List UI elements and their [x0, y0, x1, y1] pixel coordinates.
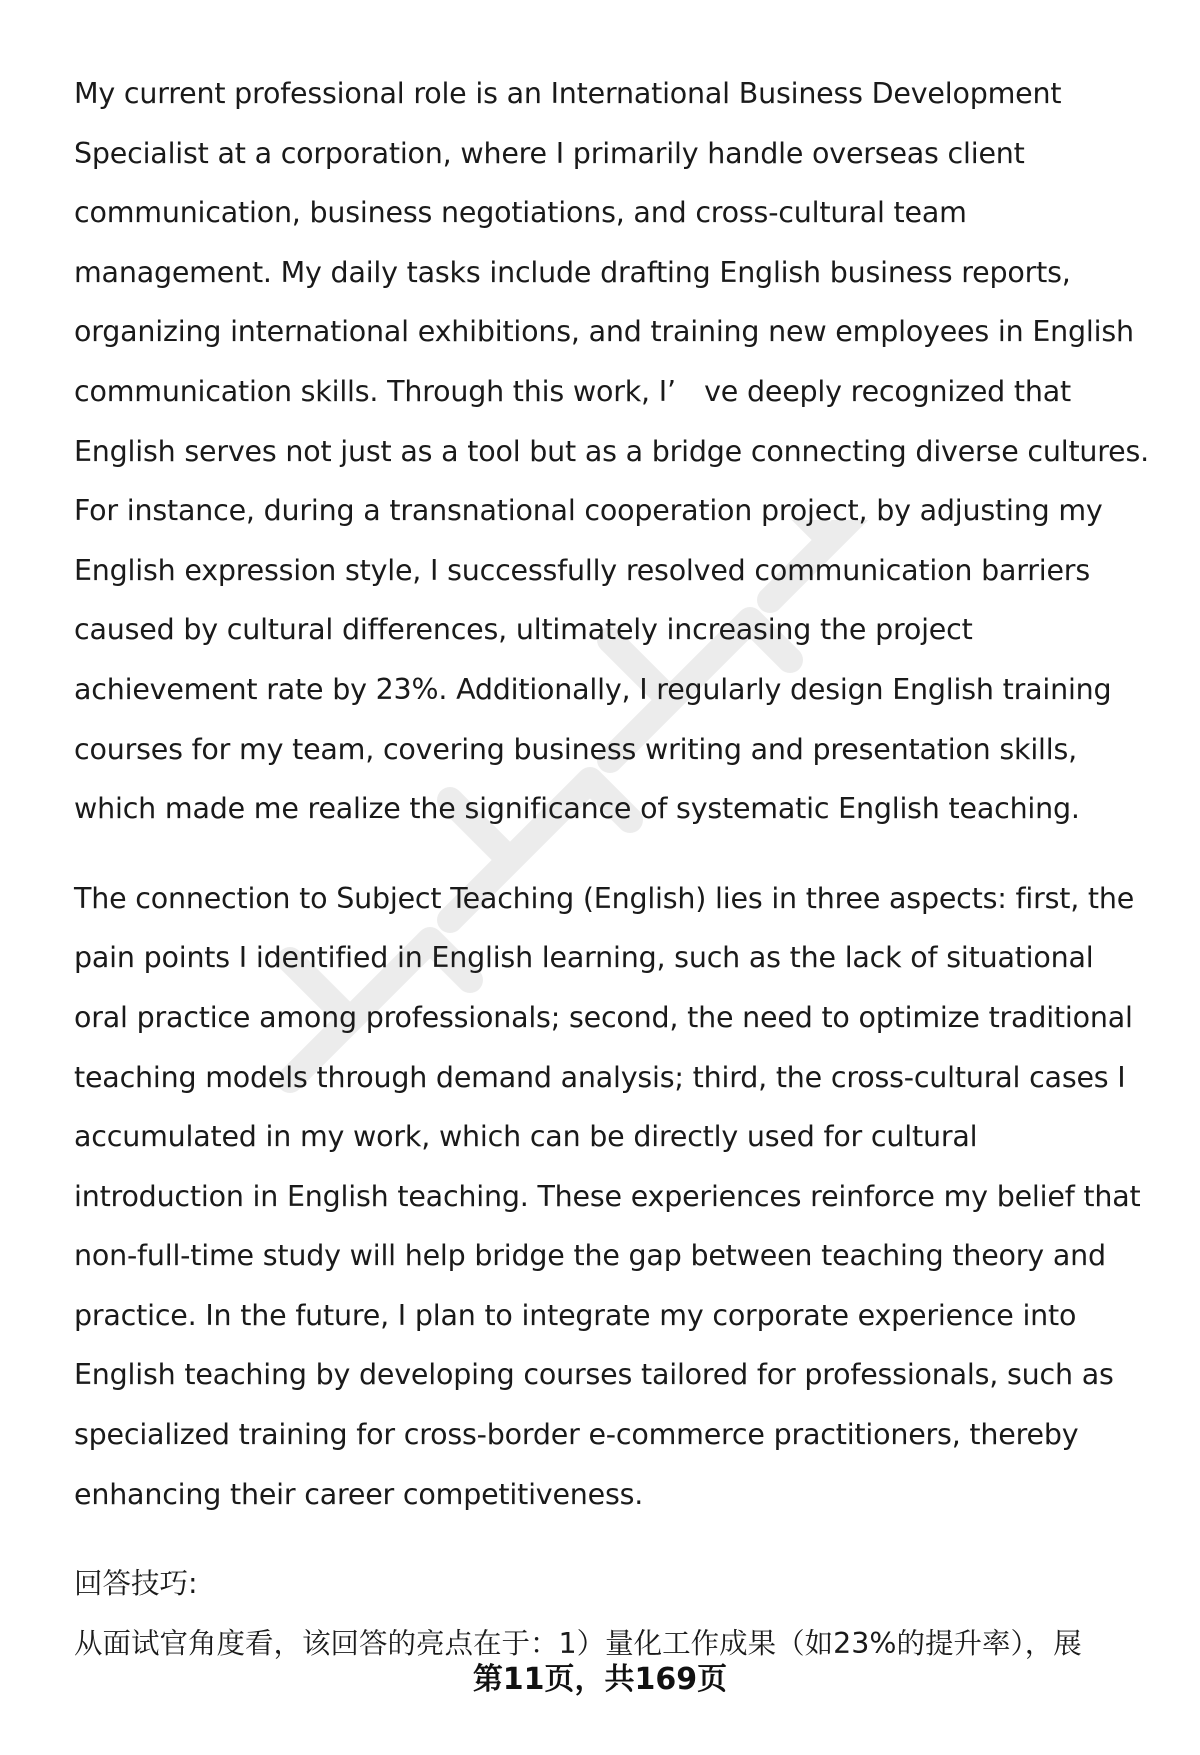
body-paragraph-2: The connection to Subject Teaching (English) lies in three aspects: first, the pain points I identified in English learning, such as the lack of situational oral practice among professionals; second, the need to optimize traditional teaching models through demand analysis; third, the cross-cultural cases I accumulated in my work, which can be directly used for cultural introduction in English teaching. These experiences reinforce my belief that non-full-time study will help bridge the gap between teaching theory and practice. In the future, I plan to integrate my corporate experience into English teaching by developing courses tailored for professionals, such as specialized training for cross-border e-commerce practitioners, thereby enhancing their career competitiveness. [74, 881, 1141, 1511]
body-paragraph-1: My current professional role is an International Business Development Specialist at a corporation, where I primarily handle overseas client communication, business negotiations, and cross-cultural team management. My daily tasks include drafting English business reports, organizing international exhibitions, and training new employees in English communication skills. Through this work, I’ ve deeply recognized that English serves not just as a tool but as a bridge connecting diverse cultures. For instance, during a transnational cooperation project, by adjusting my English expression style, I successfully resolved communication barriers caused by cultural differences, ultimately increasing the project achievement rate by 23%. Additionally, I regularly design English training courses for my team, covering business writing and presentation skills, which made me realize the significance of systematic English teaching. [74, 77, 1150, 826]
document-body [74, 64, 1154, 1673]
tips-heading: 回答技巧: [74, 1567, 198, 1601]
tips-text: 从面试官角度看，该回答的亮点在于：1）量化工作成果（如23%的提升率），展 [74, 1626, 1082, 1660]
page-number-footer: 第11页，共169页 [472, 1662, 728, 1697]
